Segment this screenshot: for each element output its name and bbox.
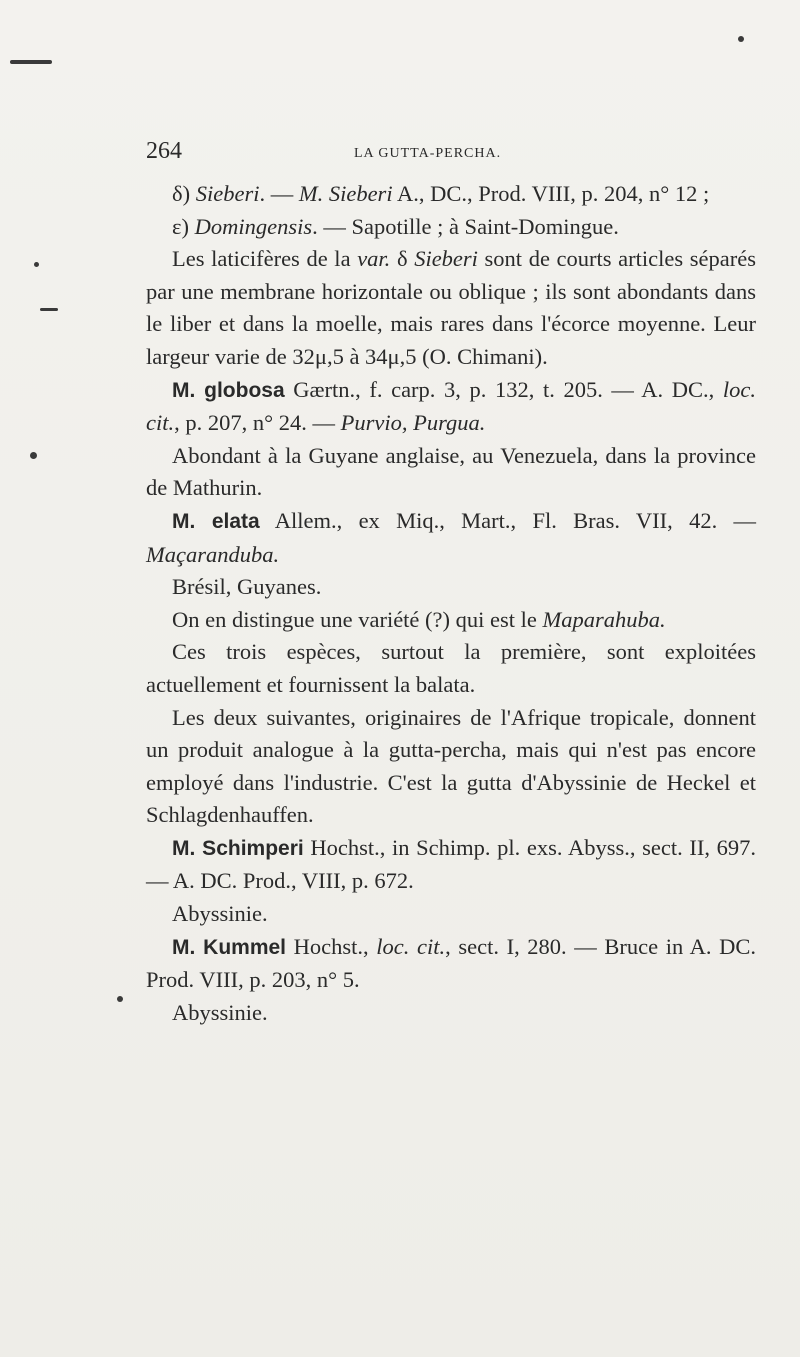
species-name: M. Kummel [172, 935, 287, 959]
vernacular-name: Maçaranduba. [146, 541, 280, 567]
entry-kummel [146, 931, 756, 997]
italic-term: var. [357, 246, 391, 272]
running-title: LA GUTTA-PERCHA. [354, 146, 502, 161]
entry-sieberi [146, 178, 756, 211]
entry-text: Hochst., in Schimp. pl. exs. Abyss., sect. II, 697. — A. DC. Prod., VIII, p. 672. [146, 834, 756, 894]
variety-name: Domingensis [194, 213, 313, 239]
entry-text: , sect. I, 280. — Bruce in A. DC. Prod. VIII, p. 203, n° 5. [146, 933, 757, 993]
paragraph-laticiferes [146, 243, 756, 373]
page-number: 264 [146, 138, 182, 164]
entry-text: Allem., ex Miq., Mart., Fl. Bras. VII, 42. — [259, 507, 756, 533]
vernacular-name: Purvio, Purgua. [340, 410, 486, 436]
paragraph-text: sont de courts articles séparés par une membrane horizontale ou oblique ; ils sont abondants dans le liber et dans la moelle, mais rares dans l'écorce moyenne. Leur largeur varie de 32μ,5 à 34μ,5 (O. Chimani). [146, 246, 756, 369]
paragraph-variety [146, 604, 756, 637]
synonym-name: M. Sieberi [298, 181, 393, 206]
entry-text: . — Sapotille ; à Saint-Domingue. [312, 213, 619, 239]
species-name: M. elata [172, 509, 260, 533]
variety-name: Sieberi [195, 181, 260, 206]
ink-speck [738, 36, 744, 42]
vernacular-name: Maparahuba. [542, 606, 666, 632]
italic-term: Sieberi [414, 246, 478, 272]
italic-term: loc. cit. [146, 376, 756, 436]
entry-text: Gærtn., f. carp. 3, p. 132, t. 205. — A. DC., [284, 376, 723, 402]
ink-speck [40, 308, 58, 311]
distribution-kummel: Abyssinie. [172, 999, 268, 1025]
entry-domingensis [146, 211, 756, 244]
entry-schimperi [146, 832, 756, 898]
species-name: M. Schimperi [172, 836, 304, 860]
italic-term: loc. cit. [376, 933, 446, 959]
ink-speck [117, 996, 123, 1002]
species-name: M. globosa [172, 378, 285, 402]
paragraph-three-species: Ces trois espèces, surtout la première, sont exploitées actuellement et fournissent la balata. [146, 639, 756, 697]
entry-elata [146, 505, 756, 571]
paragraph-text: δ [390, 246, 415, 272]
distribution-globosa: Abondant à la Guyane anglaise, au Venezuela, dans la province de Mathurin. [146, 442, 756, 501]
entry-label: ε) [172, 213, 195, 239]
entry-text: A., DC., Prod. VIII, p. 204, n° 12 ; [392, 181, 710, 206]
entry-globosa [146, 374, 756, 440]
paragraph-text: Les laticifères de la [172, 246, 358, 272]
ink-speck [10, 60, 52, 64]
ink-speck [34, 262, 39, 267]
entry-text: . — [259, 181, 299, 206]
page-body [146, 178, 756, 1029]
entry-text: , p. 207, n° 24. — [174, 410, 341, 436]
distribution-elata: Brésil, Guyanes. [172, 574, 322, 600]
paragraph-two-next: Les deux suivantes, originaires de l'Afrique tropicale, donnent un produit analogue à la gutta-percha, mais qui n'est pas encore employé dans l'industrie. C'est la gutta d'Abyssinie de Heckel et Schlagdenhauffen. [146, 704, 756, 828]
entry-label: δ) [172, 181, 196, 206]
entry-text: Hochst., [286, 933, 377, 959]
page-header [146, 138, 756, 172]
ink-speck [30, 452, 37, 459]
paragraph-text: On en distingue une variété (?) qui est le [172, 606, 543, 632]
distribution-schimperi: Abyssinie. [172, 901, 268, 927]
